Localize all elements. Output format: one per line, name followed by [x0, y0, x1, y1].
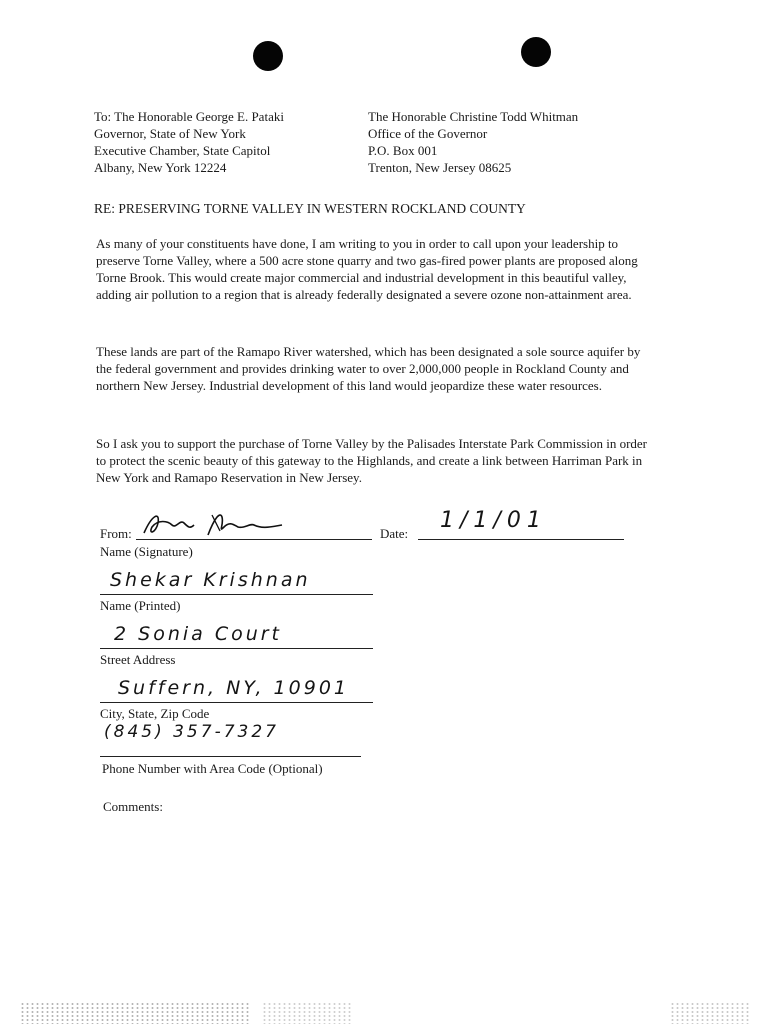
address-line: Office of the Governor	[368, 126, 488, 141]
date-value: 1/1/01	[440, 508, 547, 533]
body-paragraph-3	[96, 435, 656, 486]
city-value: Suffern, NY, 10901	[118, 677, 349, 699]
punch-hole-left	[253, 41, 283, 71]
phone-value: (845) 357-7327	[104, 722, 279, 742]
scan-noise	[262, 1002, 352, 1024]
address-line: Trenton, New Jersey 08625	[368, 160, 512, 175]
subject-line: RE: PRESERVING TORNE VALLEY IN WESTERN ROCKLAND COUNTY	[94, 201, 526, 216]
street-value: 2 Sonia Court	[114, 623, 283, 645]
street-line	[100, 648, 373, 649]
street-label: Street Address	[100, 652, 176, 667]
date-line	[418, 539, 624, 540]
name-printed-value: Shekar Krishnan	[110, 569, 311, 591]
name-printed-line	[100, 594, 373, 595]
address-line: The Honorable Christine Todd Whitman	[368, 109, 579, 124]
address-line: Governor, State of New York	[94, 126, 246, 141]
city-line	[100, 702, 373, 703]
recipient-address-ny	[94, 108, 284, 176]
date-label: Date:	[380, 526, 409, 541]
body-paragraph-2	[96, 343, 656, 394]
city-label: City, State, Zip Code	[100, 706, 210, 721]
scan-noise	[670, 1002, 750, 1024]
paragraph-text: So I ask you to support the purchase of Torne Valley by the Palisades Interstate Park Commission in order to protect the scenic beauty of this gateway to the Highlands, and create a link between Harriman Park in New York and Ramapo Reservation in New Jersey.	[96, 436, 648, 485]
recipient-address-nj	[368, 108, 578, 176]
phone-label: Phone Number with Area Code (Optional)	[102, 761, 323, 776]
address-line: Albany, New York 12224	[94, 160, 227, 175]
name-signature-label: Name (Signature)	[100, 544, 193, 559]
paragraph-text: These lands are part of the Ramapo River watershed, which has been designated a sole source aquifer by the federal government and provides drinking water to over 2,000,000 people in Rockland County and northern New Jersey. Industrial development of this land would jeopardize these water resources.	[96, 344, 641, 393]
comments-label: Comments:	[103, 799, 163, 814]
phone-line	[100, 756, 361, 757]
address-line: Executive Chamber, State Capitol	[94, 143, 271, 158]
signature-line	[136, 539, 372, 540]
address-line: P.O. Box 001	[368, 143, 438, 158]
punch-hole-right	[521, 37, 551, 67]
signature-image	[138, 505, 288, 541]
paragraph-text: As many of your constituents have done, I am writing to you in order to call upon your leadership to preserve Torne Valley, where a 500 acre stone quarry and two gas-fired power plants are proposed along Torne Brook. This would create major commercial and industrial development in this beautiful valley, adding air pollution to a region that is already federally designated a severe ozone non-attainment area.	[96, 236, 638, 302]
name-printed-label: Name (Printed)	[100, 598, 181, 613]
address-line: To: The Honorable George E. Pataki	[94, 109, 284, 124]
from-label: From:	[100, 526, 132, 541]
body-paragraph-1	[96, 235, 656, 303]
scan-noise	[20, 1002, 250, 1024]
